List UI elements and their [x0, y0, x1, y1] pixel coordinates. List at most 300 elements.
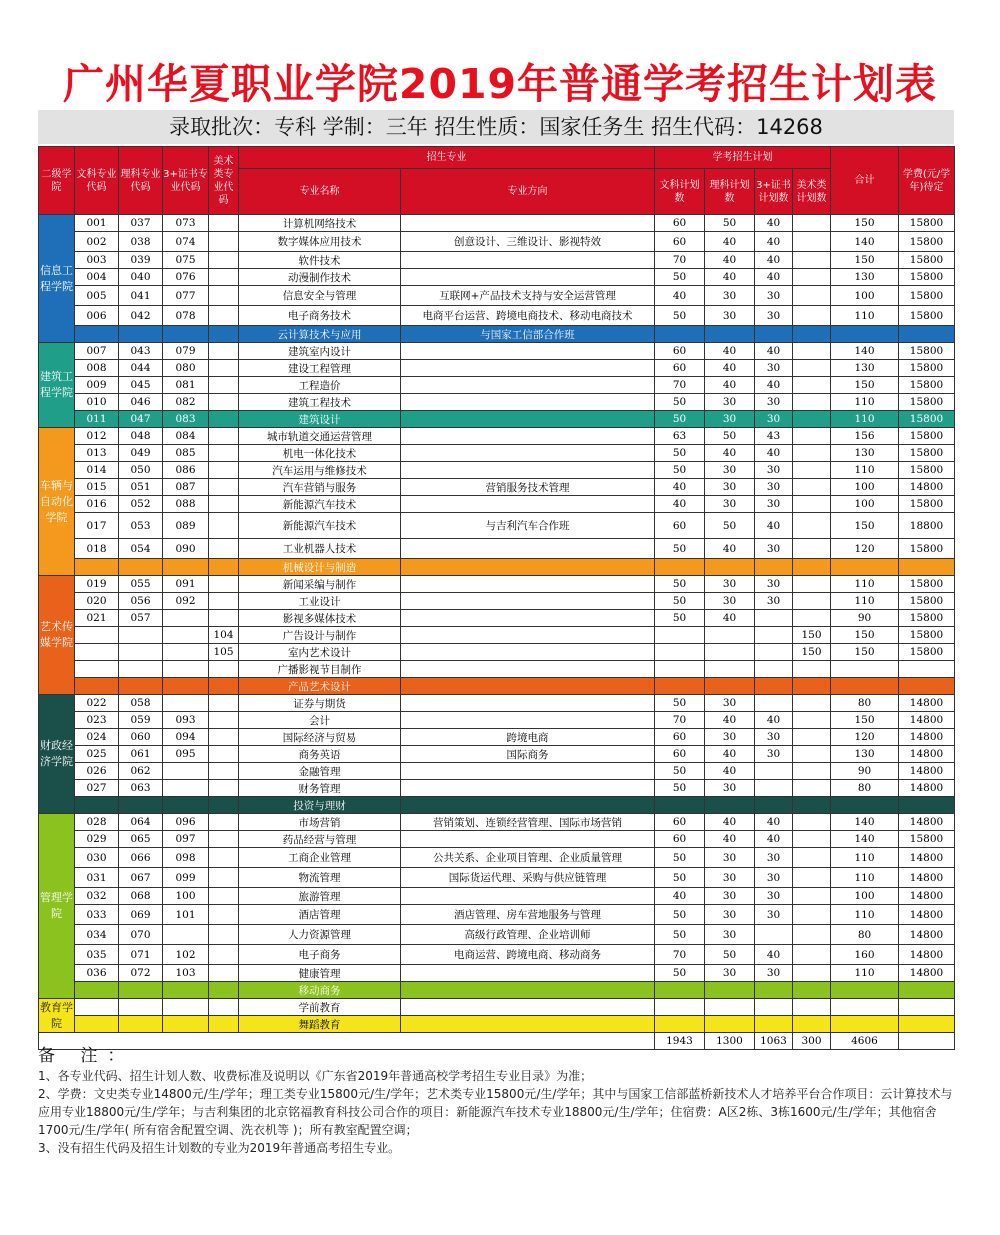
cell-li-code: [119, 644, 163, 661]
cell-art-plan: 150: [793, 627, 831, 644]
cell-direction: [401, 269, 655, 286]
cell-major-name: 建设工程管理: [239, 360, 401, 377]
cell-art-plan: [793, 925, 831, 945]
cell-art-plan: [793, 462, 831, 479]
cell-total: [831, 661, 899, 678]
cell-wen-plan: 60: [655, 814, 705, 831]
cell-art-code: [209, 831, 239, 848]
cell-art-code: [209, 1016, 239, 1033]
cell-total: 160: [831, 945, 899, 965]
header-li-plan: 理科计划数: [705, 169, 755, 215]
cell-li-plan: [705, 999, 755, 1016]
table-row: [39, 232, 955, 252]
cell-cert-code: 082: [163, 394, 209, 411]
cell-art-code: [209, 848, 239, 868]
cell-total: 100: [831, 888, 899, 905]
header-direction: 专业方向: [401, 169, 655, 215]
cell-total: 110: [831, 593, 899, 610]
cell-cert-code: 075: [163, 252, 209, 269]
cell-art-plan: [793, 712, 831, 729]
header-wen-plan: 文科计划数: [655, 169, 705, 215]
cell-total: 90: [831, 610, 899, 627]
cell-cert-plan: [755, 644, 793, 661]
table-row: [39, 868, 955, 888]
cell-li-code: [119, 326, 163, 343]
cell-art-plan: [793, 252, 831, 269]
cell-li-plan: [705, 559, 755, 576]
cell-wen-plan: [655, 661, 705, 678]
cell-cert-plan: 40: [755, 252, 793, 269]
cell-cert-plan: [755, 559, 793, 576]
cell-total: 110: [831, 868, 899, 888]
cell-major-name: 汽车营销与服务: [239, 479, 401, 496]
cell-cert-code: 079: [163, 343, 209, 360]
cell-fee: 15800: [899, 644, 955, 661]
cell-wen-code: 015: [75, 479, 119, 496]
cell-li-plan: 30: [705, 780, 755, 797]
cell-cert-code: [163, 326, 209, 343]
cell-li-plan: 40: [705, 712, 755, 729]
cell-li-code: 069: [119, 905, 163, 925]
table-row: [39, 905, 955, 925]
cell-fee: 14800: [899, 848, 955, 868]
cell-wen-code: 012: [75, 428, 119, 445]
cell-direction: [401, 428, 655, 445]
cell-art-plan: [793, 945, 831, 965]
cell-li-code: 055: [119, 576, 163, 593]
cell-fee: 15800: [899, 343, 955, 360]
cell-cert-code: [163, 559, 209, 576]
cell-art-plan: [793, 286, 831, 306]
cell-direction: 国际商务: [401, 746, 655, 763]
total-li: 1300: [705, 1033, 755, 1050]
cell-cert-plan: 30: [755, 411, 793, 428]
cell-wen-plan: 50: [655, 576, 705, 593]
cell-wen-plan: [655, 797, 705, 814]
cell-cert-plan: 40: [755, 814, 793, 831]
cell-cert-code: 087: [163, 479, 209, 496]
table-row: [39, 925, 955, 945]
cell-total: 140: [831, 232, 899, 252]
cell-cert-code: 096: [163, 814, 209, 831]
cell-wen-code: 026: [75, 763, 119, 780]
cell-cert-code: 094: [163, 729, 209, 746]
total-all: 4606: [831, 1033, 899, 1050]
cell-wen-code: 007: [75, 343, 119, 360]
cell-major-name: 证券与期货: [239, 695, 401, 712]
cell-major-name: 市场营销: [239, 814, 401, 831]
cell-major-name: 药品经营与管理: [239, 831, 401, 848]
dept-cell: 车辆与自动化学院: [39, 428, 75, 576]
cell-wen-plan: 40: [655, 286, 705, 306]
cell-cert-code: 099: [163, 868, 209, 888]
cell-wen-code: 031: [75, 868, 119, 888]
cell-li-code: 066: [119, 848, 163, 868]
cell-art-code: [209, 610, 239, 627]
cell-total: 80: [831, 695, 899, 712]
dept-cell: 信息工程学院: [39, 215, 75, 343]
cell-li-plan: [705, 678, 755, 695]
cell-art-code: [209, 905, 239, 925]
cell-li-code: 056: [119, 593, 163, 610]
cell-major-name: 舞蹈教育: [239, 1016, 401, 1033]
cell-major-name: 建筑工程技术: [239, 394, 401, 411]
cell-total: 150: [831, 627, 899, 644]
cell-li-code: 038: [119, 232, 163, 252]
cell-art-plan: [793, 411, 831, 428]
cell-li-plan: 30: [705, 848, 755, 868]
cell-wen-code: [75, 627, 119, 644]
header-plan-group: 学考招生计划: [655, 147, 831, 169]
cell-li-plan: 30: [705, 695, 755, 712]
cell-art-code: 105: [209, 644, 239, 661]
cell-cert-plan: 30: [755, 888, 793, 905]
cell-wen-plan: 50: [655, 306, 705, 326]
cell-fee: [899, 661, 955, 678]
cell-direction: [401, 343, 655, 360]
cell-art-code: [209, 559, 239, 576]
cell-wen-plan: 40: [655, 888, 705, 905]
cell-wen-code: 001: [75, 215, 119, 232]
table-row: [39, 888, 955, 905]
cell-li-code: [119, 627, 163, 644]
cell-major-name: 物流管理: [239, 868, 401, 888]
cell-direction: [401, 559, 655, 576]
cell-cert-code: 081: [163, 377, 209, 394]
table-row: [39, 377, 955, 394]
table-row: [39, 462, 955, 479]
cell-total: 150: [831, 712, 899, 729]
cell-wen-code: 036: [75, 965, 119, 982]
cell-wen-plan: [655, 644, 705, 661]
cell-major-name: 动漫制作技术: [239, 269, 401, 286]
cell-total: 150: [831, 215, 899, 232]
cell-art-code: [209, 982, 239, 999]
cell-direction: 创意设计、三维设计、影视特效: [401, 232, 655, 252]
table-row: [39, 539, 955, 559]
cell-li-code: [119, 797, 163, 814]
cell-cert-plan: 40: [755, 232, 793, 252]
cell-total: 140: [831, 343, 899, 360]
cell-li-plan: 30: [705, 576, 755, 593]
cell-direction: 营销服务技术管理: [401, 479, 655, 496]
table-row: [39, 780, 955, 797]
cell-wen-code: 023: [75, 712, 119, 729]
dept-cell: 教育学院: [39, 999, 75, 1033]
cell-fee: 15800: [899, 394, 955, 411]
cell-wen-code: 032: [75, 888, 119, 905]
cell-major-name: 云计算技术与应用: [239, 326, 401, 343]
cell-cert-plan: [755, 925, 793, 945]
cell-wen-code: [75, 326, 119, 343]
cell-major-name: 会计: [239, 712, 401, 729]
cell-total: 130: [831, 445, 899, 462]
cell-cert-code: 092: [163, 593, 209, 610]
cell-art-code: [209, 678, 239, 695]
cell-fee: 14800: [899, 695, 955, 712]
cell-li-plan: 50: [705, 428, 755, 445]
table-row: [39, 729, 955, 746]
cell-wen-plan: 60: [655, 360, 705, 377]
cell-cert-code: 091: [163, 576, 209, 593]
cell-cert-code: [163, 661, 209, 678]
cell-total: [831, 982, 899, 999]
cell-li-plan: 30: [705, 462, 755, 479]
cell-li-plan: 30: [705, 925, 755, 945]
cell-total: 80: [831, 925, 899, 945]
cell-total: 110: [831, 462, 899, 479]
cell-li-code: 060: [119, 729, 163, 746]
cell-wen-code: [75, 678, 119, 695]
cell-wen-plan: 60: [655, 343, 705, 360]
cell-cert-code: [163, 925, 209, 945]
cell-cert-plan: 30: [755, 576, 793, 593]
cell-art-plan: [793, 729, 831, 746]
table-row-highlight: [39, 326, 955, 343]
cell-art-plan: [793, 539, 831, 559]
cell-art-plan: [793, 496, 831, 513]
cell-li-code: 048: [119, 428, 163, 445]
cell-li-code: 062: [119, 763, 163, 780]
table-row-highlight: [39, 797, 955, 814]
cell-art-code: 104: [209, 627, 239, 644]
cell-art-plan: [793, 343, 831, 360]
cell-direction: 营销策划、连锁经营管理、国际市场营销: [401, 814, 655, 831]
cell-direction: [401, 576, 655, 593]
cell-wen-plan: 60: [655, 729, 705, 746]
cell-direction: [401, 377, 655, 394]
table-row: [39, 479, 955, 496]
cell-direction: [401, 831, 655, 848]
cell-art-plan: [793, 306, 831, 326]
cell-art-code: [209, 999, 239, 1016]
cell-total: 150: [831, 644, 899, 661]
cell-wen-plan: 50: [655, 269, 705, 286]
cell-cert-plan: 40: [755, 445, 793, 462]
cell-art-code: [209, 377, 239, 394]
cell-art-plan: [793, 513, 831, 539]
table-row: [39, 306, 955, 326]
cell-total: 110: [831, 965, 899, 982]
cell-li-plan: 30: [705, 306, 755, 326]
cell-major-name: 建筑室内设计: [239, 343, 401, 360]
cell-fee: 15800: [899, 445, 955, 462]
cell-total: 110: [831, 394, 899, 411]
cell-fee: 15800: [899, 286, 955, 306]
cell-cert-code: [163, 763, 209, 780]
cell-fee: 14800: [899, 868, 955, 888]
cell-cert-code: 101: [163, 905, 209, 925]
cell-art-plan: [793, 695, 831, 712]
cell-art-plan: [793, 215, 831, 232]
cell-art-code: [209, 394, 239, 411]
cell-li-plan: 40: [705, 539, 755, 559]
cell-cert-code: 080: [163, 360, 209, 377]
cell-direction: [401, 661, 655, 678]
table-row: [39, 215, 955, 232]
cell-cert-code: 103: [163, 965, 209, 982]
cell-art-plan: [793, 780, 831, 797]
header-art-plan: 美术类计划数: [793, 169, 831, 215]
cell-art-plan: [793, 868, 831, 888]
cell-fee: 14800: [899, 814, 955, 831]
dept-cell: 财政经济学院: [39, 695, 75, 814]
cell-art-plan: [793, 428, 831, 445]
cell-major-name: 影视多媒体技术: [239, 610, 401, 627]
cell-li-plan: 40: [705, 746, 755, 763]
cell-wen-code: 014: [75, 462, 119, 479]
table-row-highlight: [39, 411, 955, 428]
cell-li-plan: 50: [705, 513, 755, 539]
cell-cert-code: 090: [163, 539, 209, 559]
cell-direction: [401, 1016, 655, 1033]
cell-total: [831, 559, 899, 576]
note-item: 2、学费：文史类专业14800元/生/学年；理工类专业15800元/生/学年；艺术类专业15800元/生/学年；其中与国家工信部蓝桥新技术人才培养平台合作项目：云计算技术与应用专业18800元/生/学年；与吉利集团的北京铭福教育科技公司合作的项目：新能源汽车技术专业18800元/生/学年；住宿费：A区2栋、3栋1600元/生/学年；其他宿舍1700元/生/学年( 所有宿舍配置空调、洗衣机等 )；所有教室配置空调；: [38, 1087, 953, 1137]
cell-cert-plan: [755, 610, 793, 627]
cell-art-plan: [793, 326, 831, 343]
cell-art-plan: [793, 445, 831, 462]
cell-li-plan: 30: [705, 868, 755, 888]
cell-cert-plan: 30: [755, 965, 793, 982]
cell-wen-plan: [655, 982, 705, 999]
cell-cert-code: 073: [163, 215, 209, 232]
cell-cert-code: [163, 678, 209, 695]
cell-art-plan: [793, 831, 831, 848]
cell-li-code: 044: [119, 360, 163, 377]
cell-wen-code: 022: [75, 695, 119, 712]
cell-art-plan: [793, 269, 831, 286]
cell-li-plan: 30: [705, 593, 755, 610]
cell-fee: 14800: [899, 712, 955, 729]
cell-wen-code: 010: [75, 394, 119, 411]
cell-total: 110: [831, 306, 899, 326]
cell-total: 150: [831, 252, 899, 269]
notes-section: [38, 1047, 958, 1157]
cell-cert-code: 074: [163, 232, 209, 252]
cell-li-code: 067: [119, 868, 163, 888]
cell-fee: [899, 678, 955, 695]
cell-art-code: [209, 593, 239, 610]
cell-major-name: 国际经济与贸易: [239, 729, 401, 746]
cell-cert-plan: [755, 797, 793, 814]
cell-fee: 15800: [899, 377, 955, 394]
cell-wen-code: 034: [75, 925, 119, 945]
cell-art-code: [209, 306, 239, 326]
table-body: [39, 215, 955, 1033]
cell-li-code: 045: [119, 377, 163, 394]
cell-direction: [401, 780, 655, 797]
cell-fee: 14800: [899, 925, 955, 945]
cell-cert-code: [163, 999, 209, 1016]
header-art-code: 美术类专业代码: [209, 147, 239, 215]
cell-wen-plan: 50: [655, 593, 705, 610]
cell-total: 130: [831, 269, 899, 286]
cell-art-plan: 150: [793, 644, 831, 661]
cell-total: 100: [831, 286, 899, 306]
cell-direction: [401, 888, 655, 905]
cell-direction: [401, 462, 655, 479]
cell-li-plan: 40: [705, 269, 755, 286]
cell-direction: 与国家工信部合作班: [401, 326, 655, 343]
cell-major-name: 新能源汽车技术: [239, 513, 401, 539]
cell-cert-plan: [755, 780, 793, 797]
cell-total: 150: [831, 513, 899, 539]
cell-wen-code: 011: [75, 411, 119, 428]
cell-cert-plan: 30: [755, 593, 793, 610]
cell-direction: [401, 215, 655, 232]
cell-li-plan: [705, 661, 755, 678]
cell-wen-plan: 50: [655, 763, 705, 780]
total-cert: 1063: [755, 1033, 793, 1050]
total-art: 300: [793, 1033, 831, 1050]
cell-cert-plan: [755, 982, 793, 999]
cell-direction: [401, 712, 655, 729]
cell-fee: 14800: [899, 763, 955, 780]
cell-major-name: 机电一体化技术: [239, 445, 401, 462]
cell-total: 110: [831, 848, 899, 868]
cell-li-plan: 50: [705, 215, 755, 232]
cell-wen-plan: 50: [655, 445, 705, 462]
table-row: [39, 965, 955, 982]
cell-cert-plan: 40: [755, 269, 793, 286]
cell-li-plan: [705, 1016, 755, 1033]
cell-fee: 15800: [899, 576, 955, 593]
cell-wen-plan: 50: [655, 868, 705, 888]
cell-cert-code: 095: [163, 746, 209, 763]
table-row: [39, 644, 955, 661]
cell-major-name: 商务英语: [239, 746, 401, 763]
table-row: [39, 445, 955, 462]
cell-wen-code: [75, 1016, 119, 1033]
cell-direction: [401, 411, 655, 428]
cell-cert-plan: 30: [755, 462, 793, 479]
cell-li-plan: 40: [705, 445, 755, 462]
cell-wen-plan: [655, 326, 705, 343]
cell-cert-code: [163, 797, 209, 814]
cell-li-plan: 40: [705, 343, 755, 360]
cell-art-plan: [793, 905, 831, 925]
cell-li-code: 057: [119, 610, 163, 627]
cell-art-code: [209, 428, 239, 445]
cell-fee: [899, 559, 955, 576]
cell-wen-plan: 50: [655, 411, 705, 428]
cell-fee: [899, 999, 955, 1016]
cell-fee: 15800: [899, 360, 955, 377]
cell-cert-plan: [755, 763, 793, 780]
cell-wen-plan: 50: [655, 462, 705, 479]
cell-art-code: [209, 729, 239, 746]
cell-wen-plan: 50: [655, 539, 705, 559]
table-row: [39, 763, 955, 780]
cell-wen-code: 024: [75, 729, 119, 746]
cell-art-plan: [793, 814, 831, 831]
total-wen: 1943: [655, 1033, 705, 1050]
cell-wen-code: 021: [75, 610, 119, 627]
cell-wen-plan: [655, 559, 705, 576]
cell-fee: 14800: [899, 888, 955, 905]
table-row-highlight: [39, 559, 955, 576]
cell-cert-code: 089: [163, 513, 209, 539]
cell-art-code: [209, 462, 239, 479]
cell-cert-code: [163, 780, 209, 797]
cell-li-code: 052: [119, 496, 163, 513]
cell-fee: 15800: [899, 610, 955, 627]
cell-cert-code: [163, 695, 209, 712]
cell-major-name: 计算机网络技术: [239, 215, 401, 232]
cell-wen-plan: 70: [655, 712, 705, 729]
cell-major-name: 酒店管理: [239, 905, 401, 925]
table-row: [39, 269, 955, 286]
